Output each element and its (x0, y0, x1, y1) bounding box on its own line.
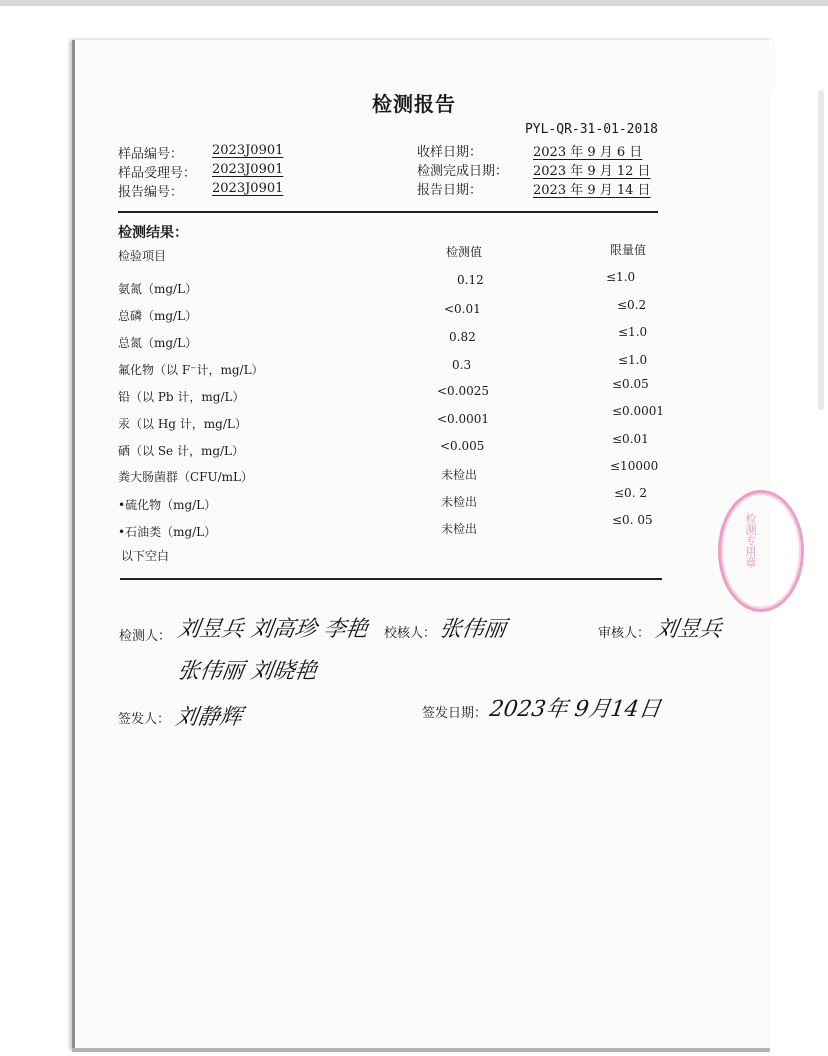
table-row-item: 粪大肠菌群（CFU/mL） (118, 470, 254, 484)
table-row-value: <0.0001 (437, 412, 490, 426)
issuer-label: 签发人： (118, 712, 171, 727)
receipt-date-label: 收样日期： (417, 145, 483, 160)
seal-text: 检测专用章 (744, 513, 757, 568)
table-row-value: 0.3 (452, 358, 472, 372)
table-row-item: •硫化物（mg/L） (118, 498, 217, 512)
table-row-limit: ≤1.0 (606, 270, 636, 284)
scrollbar[interactable] (818, 90, 824, 410)
reviewer-signature: 刘昱兵 (653, 617, 724, 642)
checker-signature: 张伟丽 (437, 617, 508, 642)
table-row-value: 未检出 (441, 495, 478, 509)
sample-number-value: 2023J0901 (212, 143, 284, 158)
results-divider (120, 578, 662, 580)
table-row-limit: ≤1.0 (618, 353, 648, 367)
column-value-header: 检测值 (446, 245, 483, 259)
table-row-item: •石油类（mg/L） (118, 525, 217, 539)
table-row-value: <0.005 (440, 439, 485, 453)
header-divider (118, 211, 658, 213)
table-row-value: <0.0025 (437, 384, 490, 398)
issuer-signature: 刘静辉 (173, 705, 244, 730)
table-row-limit: ≤0.01 (612, 432, 649, 446)
table-row-value: 未检出 (441, 522, 478, 536)
document-number: PYL-QR-31-01-2018 (524, 122, 658, 137)
report-number-value: 2023J0901 (212, 181, 284, 196)
receipt-date-value: 2023 年 9 月 6 日 (533, 145, 643, 160)
table-row-limit: ≤0. 2 (614, 486, 647, 500)
table-row-limit: ≤0.0001 (612, 404, 665, 418)
table-row-value: 0.12 (457, 273, 484, 287)
checker-label: 校核人： (384, 626, 437, 641)
table-row-item: 总氮（mg/L） (118, 336, 198, 350)
table-row-item: 氟化物（以 F⁻计，mg/L） (118, 363, 264, 377)
table-row-item: 硒（以 Se 计，mg/L） (118, 444, 245, 458)
paper-bottom-edge (72, 1048, 770, 1052)
tester-label: 检测人： (119, 629, 172, 644)
table-row-limit: ≤0.05 (612, 377, 649, 391)
table-row-limit: ≤0. 05 (612, 513, 653, 527)
completion-date-value: 2023 年 9 月 12 日 (533, 164, 651, 179)
report-date-label: 报告日期： (417, 183, 483, 198)
report-number-label: 报告编号： (118, 185, 184, 200)
issue-date-label: 签发日期： (422, 706, 488, 721)
table-row-item: 汞（以 Hg 计，mg/L） (118, 417, 247, 431)
table-row-value: <0.01 (444, 302, 481, 316)
table-row-limit: ≤0.2 (617, 298, 647, 312)
acceptance-number-label: 样品受理号： (118, 166, 197, 181)
completion-date-label: 检测完成日期： (417, 164, 509, 179)
results-section-title: 检测结果： (118, 225, 188, 241)
column-item-header: 检验项目 (118, 249, 167, 263)
table-row-value: 未检出 (441, 468, 478, 482)
table-row-item: 总磷（mg/L） (118, 309, 198, 323)
reviewer-label: 审核人： (598, 626, 651, 641)
table-row-limit: ≤10000 (610, 459, 659, 473)
tester-signatures: 刘昱兵 刘高珍 李艳 (175, 617, 370, 642)
acceptance-number-value: 2023J0901 (212, 162, 284, 177)
table-row-value: 0.82 (449, 330, 476, 344)
column-limit-header: 限量值 (610, 243, 647, 257)
top-border (0, 0, 828, 6)
table-row-limit: ≤1.0 (618, 325, 648, 339)
tester-signatures-second-line: 张伟丽 刘晓艳 (175, 659, 319, 684)
sample-number-label: 样品编号： (118, 147, 184, 162)
official-seal-stamp (718, 490, 804, 612)
report-date-value: 2023 年 9 月 14 日 (533, 183, 651, 198)
blank-below-note: 以下空白 (121, 549, 170, 563)
table-row-item: 铅（以 Pb 计，mg/L） (118, 390, 245, 404)
report-title: 检测报告 (372, 92, 456, 116)
table-row-item: 氨氮（mg/L） (118, 282, 198, 296)
issue-date-value: 2023年 9月14日 (487, 697, 663, 722)
